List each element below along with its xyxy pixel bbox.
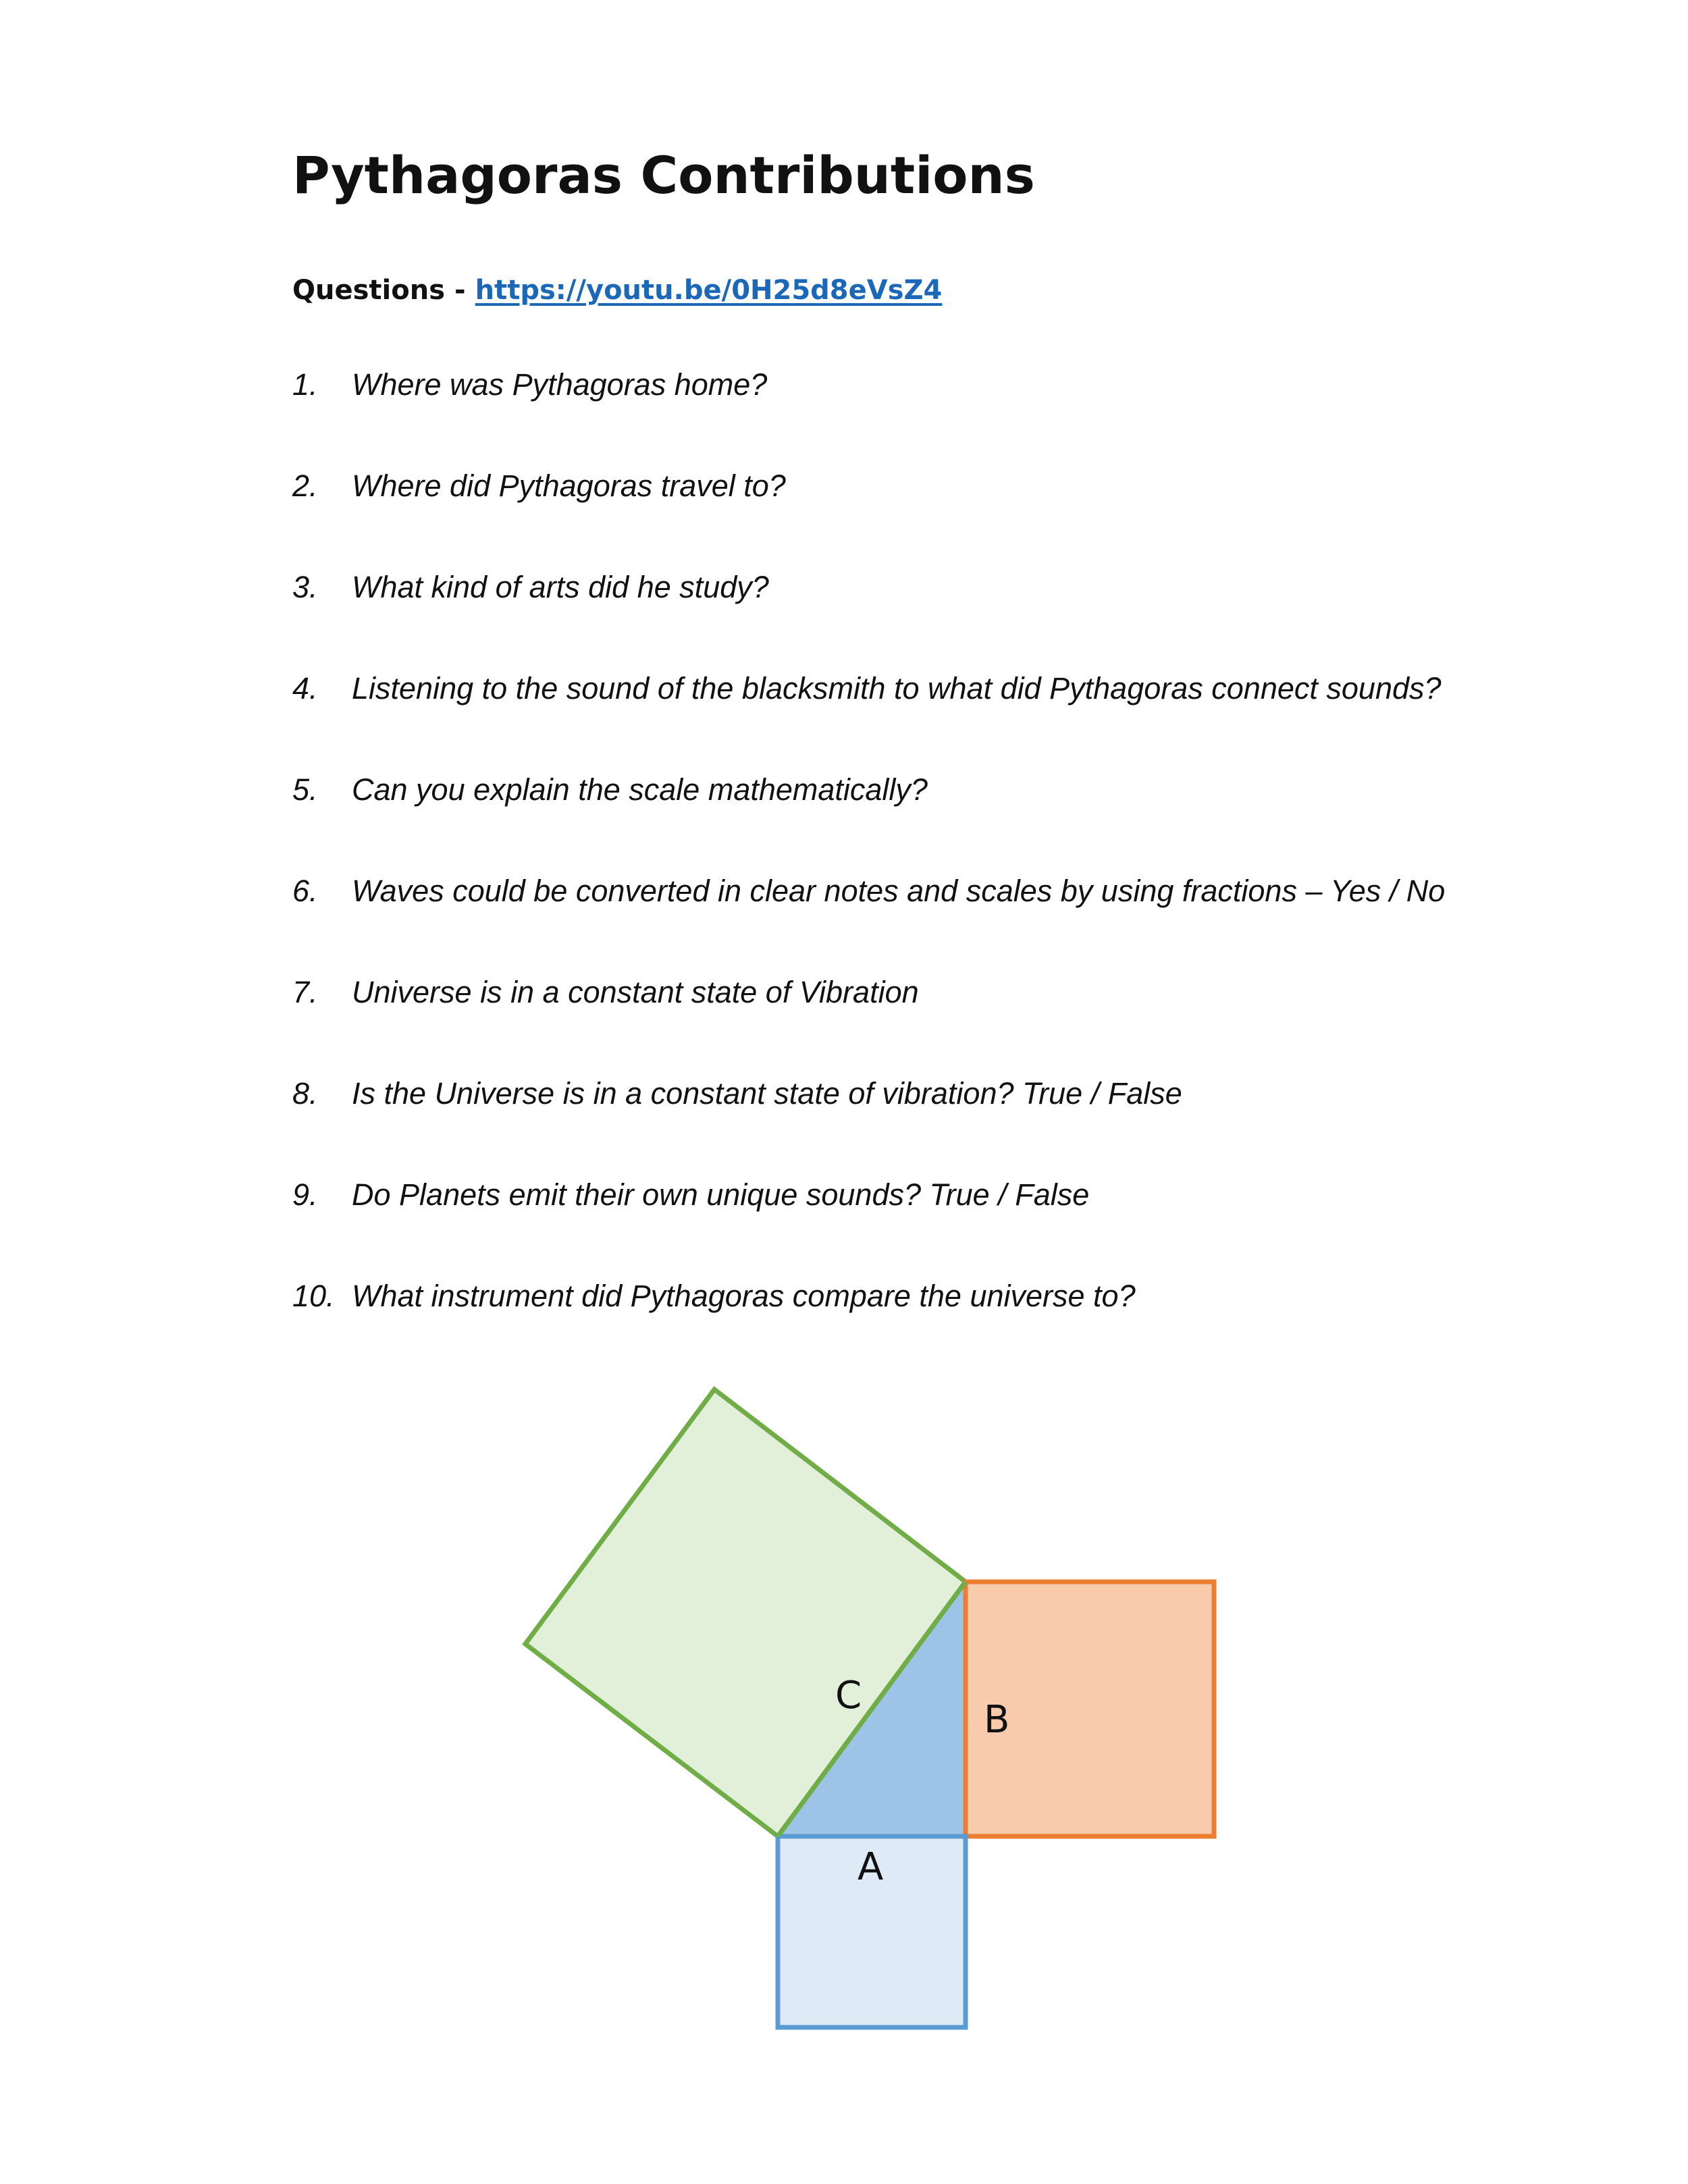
question-number: 8. — [292, 1076, 318, 1111]
question-number: 7. — [292, 975, 318, 1009]
label-b: B — [984, 1698, 1010, 1742]
question-text: Universe is in a constant state of Vibration — [352, 975, 919, 1009]
question-number: 9. — [292, 1177, 318, 1212]
questions-label: Questions — [292, 275, 446, 306]
question-number: 3. — [292, 570, 318, 604]
question-number: 1. — [292, 367, 318, 402]
video-link[interactable]: https://youtu.be/0H25d8eVsZ4 — [475, 275, 943, 306]
question-text: What instrument did Pythagoras compare the universe to? — [352, 1279, 1136, 1313]
question-number: 2. — [292, 469, 318, 503]
question-number: 6. — [292, 874, 318, 908]
question-text: Is the Universe is in a constant state of vibration? True / False — [352, 1076, 1182, 1111]
question-number: 4. — [292, 671, 318, 705]
label-c: C — [835, 1674, 862, 1717]
question-text: Can you explain the scale mathematically? — [352, 772, 928, 807]
question-text: What kind of arts did he study? — [352, 570, 769, 604]
page-title: Pythagoras Contributions — [292, 145, 1035, 205]
label-a: A — [858, 1845, 884, 1889]
question-number: 10. — [292, 1279, 335, 1313]
question-text: Waves could be converted in clear notes and scales by using fractions – Yes / No — [352, 874, 1446, 908]
question-text: Listening to the sound of the blacksmith to what did Pythagoras connect sounds? — [352, 671, 1442, 705]
question-number: 5. — [292, 772, 318, 807]
question-text: Where was Pythagoras home? — [352, 367, 768, 402]
question-text: Do Planets emit their own unique sounds? True / False — [352, 1177, 1090, 1212]
question-text: Where did Pythagoras travel to? — [352, 469, 786, 503]
questions-separator: - — [454, 275, 466, 306]
